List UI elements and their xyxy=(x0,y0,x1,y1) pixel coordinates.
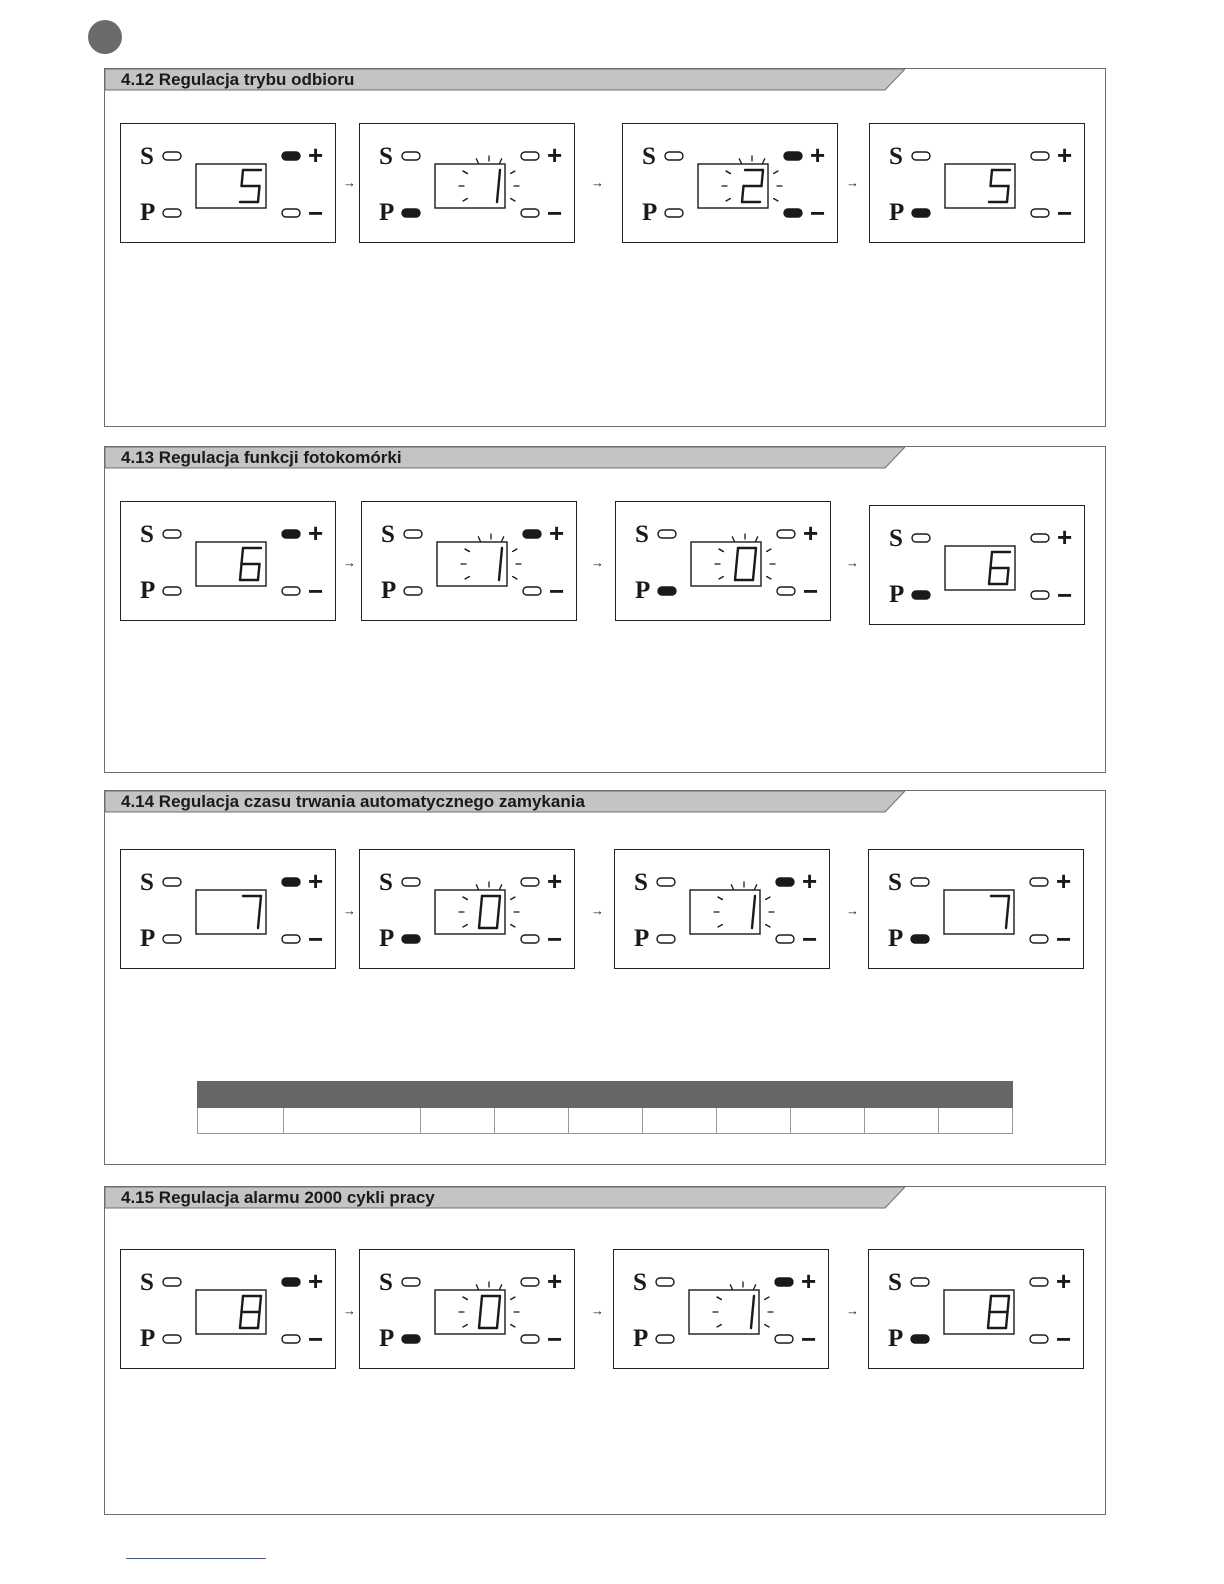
minus-led xyxy=(282,209,300,217)
table-cell xyxy=(284,1108,421,1134)
arrow-icon: → xyxy=(846,903,859,918)
s-label: S xyxy=(642,143,656,170)
minus-label: − xyxy=(547,1324,563,1354)
settings-table xyxy=(197,1081,1013,1134)
minus-led xyxy=(776,935,794,943)
p-label: P xyxy=(634,925,650,952)
display-panel xyxy=(361,501,577,621)
digit-window xyxy=(689,1290,759,1334)
plus-led xyxy=(1030,1278,1048,1286)
arrow-icon: → xyxy=(343,1303,356,1318)
section-title-bar xyxy=(105,447,905,469)
minus-led xyxy=(1031,591,1049,599)
p-label: P xyxy=(379,925,395,952)
table-cell xyxy=(643,1108,717,1134)
display-panel xyxy=(359,849,575,969)
plus-label: + xyxy=(308,866,324,896)
s-led xyxy=(911,878,929,886)
section-4-14 xyxy=(104,790,1106,1165)
s-label: S xyxy=(888,869,902,896)
minus-label: − xyxy=(308,924,324,954)
minus-label: − xyxy=(549,576,565,606)
minus-led xyxy=(1030,935,1048,943)
p-led xyxy=(911,935,929,943)
p-led xyxy=(912,209,930,217)
s-led xyxy=(656,1278,674,1286)
p-led xyxy=(163,587,181,595)
p-label: P xyxy=(635,577,651,604)
table-cell xyxy=(198,1108,284,1134)
section-4-13 xyxy=(104,446,1106,773)
s-label: S xyxy=(140,1269,154,1296)
minus-label: − xyxy=(802,924,818,954)
p-led xyxy=(402,935,420,943)
p-label: P xyxy=(888,1325,904,1352)
table-header-row xyxy=(198,1082,1013,1108)
display-panel xyxy=(120,1249,336,1369)
plus-label: + xyxy=(810,140,826,170)
display-panel xyxy=(359,123,575,243)
p-label: P xyxy=(633,1325,649,1352)
minus-label: − xyxy=(308,198,324,228)
s-led xyxy=(402,152,420,160)
section-4-15 xyxy=(104,1186,1106,1515)
minus-label: − xyxy=(1057,198,1073,228)
plus-label: + xyxy=(547,1266,563,1296)
plus-label: + xyxy=(801,1266,817,1296)
display-panel xyxy=(120,849,336,969)
s-led xyxy=(657,878,675,886)
plus-label: + xyxy=(1056,866,1072,896)
p-label: P xyxy=(379,1325,395,1352)
p-label: P xyxy=(889,199,905,226)
p-label: P xyxy=(642,199,658,226)
section-title-bar xyxy=(105,791,905,813)
minus-led xyxy=(282,935,300,943)
plus-led xyxy=(521,152,539,160)
minus-label: − xyxy=(803,576,819,606)
p-led xyxy=(163,935,181,943)
section-title: 4.12 Regulacja trybu odbioru xyxy=(121,70,355,89)
display-panel xyxy=(869,505,1085,625)
arrow-icon: → xyxy=(343,903,356,918)
plus-label: + xyxy=(308,518,324,548)
table-cell xyxy=(421,1108,495,1134)
page-number-dot xyxy=(88,20,122,54)
s-led xyxy=(402,878,420,886)
p-led xyxy=(163,1335,181,1343)
s-led xyxy=(911,1278,929,1286)
s-label: S xyxy=(633,1269,647,1296)
arrow-icon: → xyxy=(846,175,859,190)
p-label: P xyxy=(889,581,905,608)
arrow-icon: → xyxy=(591,555,604,570)
plus-led xyxy=(282,530,300,538)
p-label: P xyxy=(140,1325,156,1352)
p-led xyxy=(404,587,422,595)
plus-led xyxy=(1031,534,1049,542)
minus-label: − xyxy=(547,924,563,954)
plus-label: + xyxy=(802,866,818,896)
plus-led xyxy=(282,152,300,160)
s-led xyxy=(402,1278,420,1286)
p-led xyxy=(163,209,181,217)
arrow-icon: → xyxy=(591,903,604,918)
minus-led xyxy=(784,209,802,217)
s-led xyxy=(163,530,181,538)
s-label: S xyxy=(634,869,648,896)
plus-label: + xyxy=(803,518,819,548)
s-label: S xyxy=(379,869,393,896)
p-label: P xyxy=(381,577,397,604)
p-led xyxy=(911,1335,929,1343)
display-panel xyxy=(868,849,1084,969)
plus-label: + xyxy=(308,140,324,170)
display-panel xyxy=(615,501,831,621)
s-led xyxy=(912,152,930,160)
minus-led xyxy=(775,1335,793,1343)
section-title: 4.13 Regulacja funkcji fotokomórki xyxy=(121,448,402,467)
plus-led xyxy=(521,878,539,886)
plus-led xyxy=(282,1278,300,1286)
digit-window xyxy=(435,164,505,208)
table-cell xyxy=(717,1108,791,1134)
minus-led xyxy=(777,587,795,595)
plus-label: + xyxy=(549,518,565,548)
s-label: S xyxy=(379,143,393,170)
s-led xyxy=(665,152,683,160)
s-label: S xyxy=(140,143,154,170)
s-led xyxy=(404,530,422,538)
s-label: S xyxy=(140,869,154,896)
p-label: P xyxy=(140,577,156,604)
arrow-icon: → xyxy=(591,175,604,190)
arrow-icon: → xyxy=(343,175,356,190)
plus-label: + xyxy=(308,1266,324,1296)
table-cell xyxy=(569,1108,643,1134)
p-led xyxy=(912,591,930,599)
p-led xyxy=(656,1335,674,1343)
footer-link-underline xyxy=(126,1558,266,1559)
p-led xyxy=(402,1335,420,1343)
s-led xyxy=(163,1278,181,1286)
display-panel xyxy=(869,123,1085,243)
s-led xyxy=(163,152,181,160)
plus-led xyxy=(1031,152,1049,160)
s-label: S xyxy=(889,525,903,552)
plus-led xyxy=(1030,878,1048,886)
minus-label: − xyxy=(1056,1324,1072,1354)
display-panel xyxy=(613,1249,829,1369)
table-row xyxy=(198,1108,1013,1134)
display-panel xyxy=(614,849,830,969)
minus-label: − xyxy=(810,198,826,228)
p-label: P xyxy=(379,199,395,226)
section-title: 4.14 Regulacja czasu trwania automatycznego zamykania xyxy=(121,792,585,811)
display-panel xyxy=(359,1249,575,1369)
s-label: S xyxy=(379,1269,393,1296)
s-led xyxy=(163,878,181,886)
s-label: S xyxy=(140,521,154,548)
p-led xyxy=(657,935,675,943)
minus-label: − xyxy=(308,1324,324,1354)
digit-window xyxy=(437,542,507,586)
plus-label: + xyxy=(1057,522,1073,552)
plus-led xyxy=(775,1278,793,1286)
minus-label: − xyxy=(801,1324,817,1354)
p-label: P xyxy=(888,925,904,952)
display-panel xyxy=(120,501,336,621)
plus-led xyxy=(776,878,794,886)
display-panel xyxy=(120,123,336,243)
p-label: P xyxy=(140,925,156,952)
minus-label: − xyxy=(308,576,324,606)
minus-led xyxy=(521,1335,539,1343)
plus-led xyxy=(523,530,541,538)
arrow-icon: → xyxy=(343,555,356,570)
section-title: 4.15 Regulacja alarmu 2000 cykli pracy xyxy=(121,1188,435,1207)
plus-label: + xyxy=(547,866,563,896)
s-label: S xyxy=(635,521,649,548)
minus-led xyxy=(1030,1335,1048,1343)
plus-led xyxy=(282,878,300,886)
plus-label: + xyxy=(1057,140,1073,170)
p-led xyxy=(402,209,420,217)
p-led xyxy=(665,209,683,217)
section-title-bar xyxy=(105,69,905,91)
s-label: S xyxy=(888,1269,902,1296)
minus-led xyxy=(1031,209,1049,217)
minus-led xyxy=(521,209,539,217)
table-cell xyxy=(939,1108,1013,1134)
digit-window xyxy=(690,890,760,934)
arrow-icon: → xyxy=(846,1303,859,1318)
section-title-bar xyxy=(105,1187,905,1209)
p-led xyxy=(658,587,676,595)
minus-label: − xyxy=(1056,924,1072,954)
s-label: S xyxy=(889,143,903,170)
minus-led xyxy=(523,587,541,595)
plus-led xyxy=(777,530,795,538)
table-header-cell xyxy=(198,1082,1013,1108)
p-label: P xyxy=(140,199,156,226)
s-label: S xyxy=(381,521,395,548)
minus-label: − xyxy=(547,198,563,228)
table-cell xyxy=(495,1108,569,1134)
s-led xyxy=(912,534,930,542)
arrow-icon: → xyxy=(846,555,859,570)
arrow-icon: → xyxy=(591,1303,604,1318)
plus-led xyxy=(784,152,802,160)
minus-led xyxy=(282,1335,300,1343)
s-led xyxy=(658,530,676,538)
minus-led xyxy=(282,587,300,595)
table-cell xyxy=(791,1108,865,1134)
table-cell xyxy=(865,1108,939,1134)
minus-led xyxy=(521,935,539,943)
section-4-12 xyxy=(104,68,1106,427)
display-panel xyxy=(622,123,838,243)
display-panel xyxy=(868,1249,1084,1369)
plus-led xyxy=(521,1278,539,1286)
plus-label: + xyxy=(1056,1266,1072,1296)
plus-label: + xyxy=(547,140,563,170)
minus-label: − xyxy=(1057,580,1073,610)
